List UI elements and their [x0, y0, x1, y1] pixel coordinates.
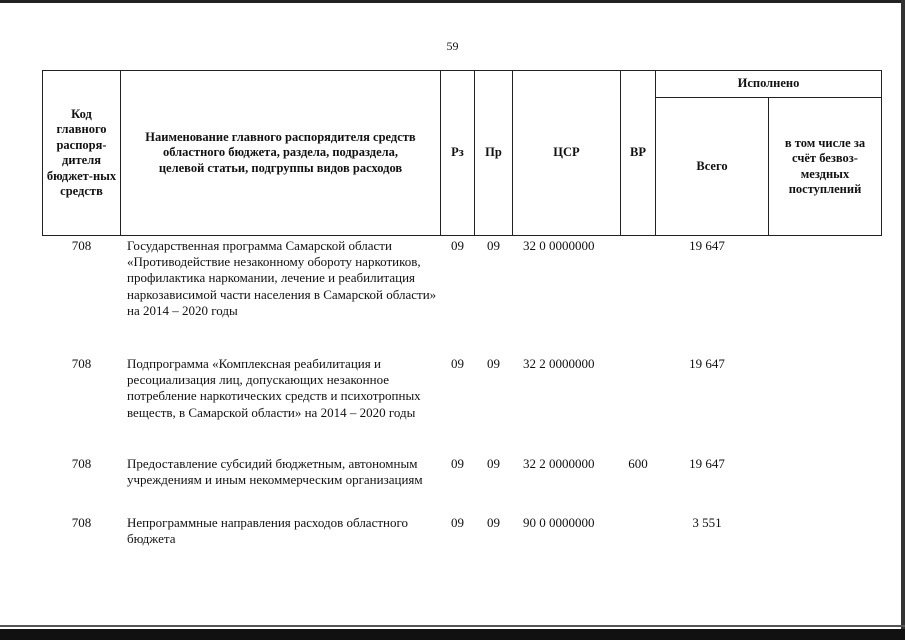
- header-cell-name: [120, 70, 441, 236]
- header-pr-label: Пр: [485, 145, 502, 160]
- row-code: 708: [71, 515, 92, 530]
- page-number: 59: [446, 39, 459, 53]
- row-rz: 09: [451, 238, 464, 253]
- header-cell-vr: [620, 70, 656, 236]
- row-rz: 09: [451, 515, 464, 530]
- header-cell-total: [655, 97, 769, 236]
- scan-edge-top: [0, 0, 905, 3]
- header-cell-executed: [655, 70, 882, 98]
- row-pr: 09: [487, 456, 500, 471]
- row-name: Непрограммные направления расходов областного бюджета: [127, 515, 408, 547]
- row-csr: 32 2 0000000: [523, 456, 595, 471]
- row-rz: 09: [451, 356, 464, 371]
- header-gratuitous-label: в том числе за счёт безвоз-мездных поступлений: [784, 135, 866, 196]
- row-vr: 600: [628, 456, 648, 471]
- header-cell-pr: [474, 70, 513, 236]
- row-rz: 09: [451, 456, 464, 471]
- row-total: 19 647: [689, 238, 725, 253]
- header-code-label: Код главного распоря-дителя бюджет-ных средств: [46, 106, 117, 198]
- row-code: 708: [71, 238, 92, 253]
- header-total-label: Всего: [696, 158, 728, 173]
- header-cell-csr: [512, 70, 621, 236]
- row-csr: 90 0 0000000: [523, 515, 595, 530]
- header-rz-label: Рз: [451, 145, 464, 160]
- row-total: 19 647: [689, 356, 725, 371]
- scan-edge-bottom: [0, 629, 905, 640]
- row-csr: 32 0 0000000: [523, 238, 595, 253]
- row-name: Предоставление субсидий бюджетным, автономным учреждениям и иным некоммерческим организациям: [127, 456, 423, 488]
- row-name: Государственная программа Самарской области «Противодействие незаконному обороту наркотиков, профилактика наркомании, лечение и реабилитация наркозависимой части населения в Самарской области» на 2014 – 2020 годы: [127, 238, 437, 318]
- header-vr-label: ВР: [630, 145, 646, 160]
- scan-edge-bottom-line: [0, 625, 905, 627]
- header-csr-label: ЦСР: [553, 145, 580, 160]
- row-total: 19 647: [689, 456, 725, 471]
- header-name-label: Наименование главного распорядителя средств областного бюджета, раздела, подраздела, целевой статьи, подгруппы видов расходов: [145, 129, 416, 175]
- row-code: 708: [71, 456, 92, 471]
- row-pr: 09: [487, 515, 500, 530]
- row-total: 3 551: [692, 515, 722, 530]
- header-cell-code: [42, 70, 121, 236]
- row-csr: 32 2 0000000: [523, 356, 595, 371]
- row-code: 708: [71, 356, 92, 371]
- scan-edge-right: [901, 0, 905, 640]
- header-executed-label: Исполнено: [737, 76, 800, 91]
- row-pr: 09: [487, 356, 500, 371]
- header-cell-gratuitous: [768, 97, 882, 236]
- row-name: Подпрограмма «Комплексная реабилитация и ресоциализация лиц, допускающих незаконное потребление наркотических средств и психотропных веществ, в Самарской области» на 2014 – 2020 годы: [127, 356, 421, 420]
- header-cell-rz: [440, 70, 475, 236]
- row-pr: 09: [487, 238, 500, 253]
